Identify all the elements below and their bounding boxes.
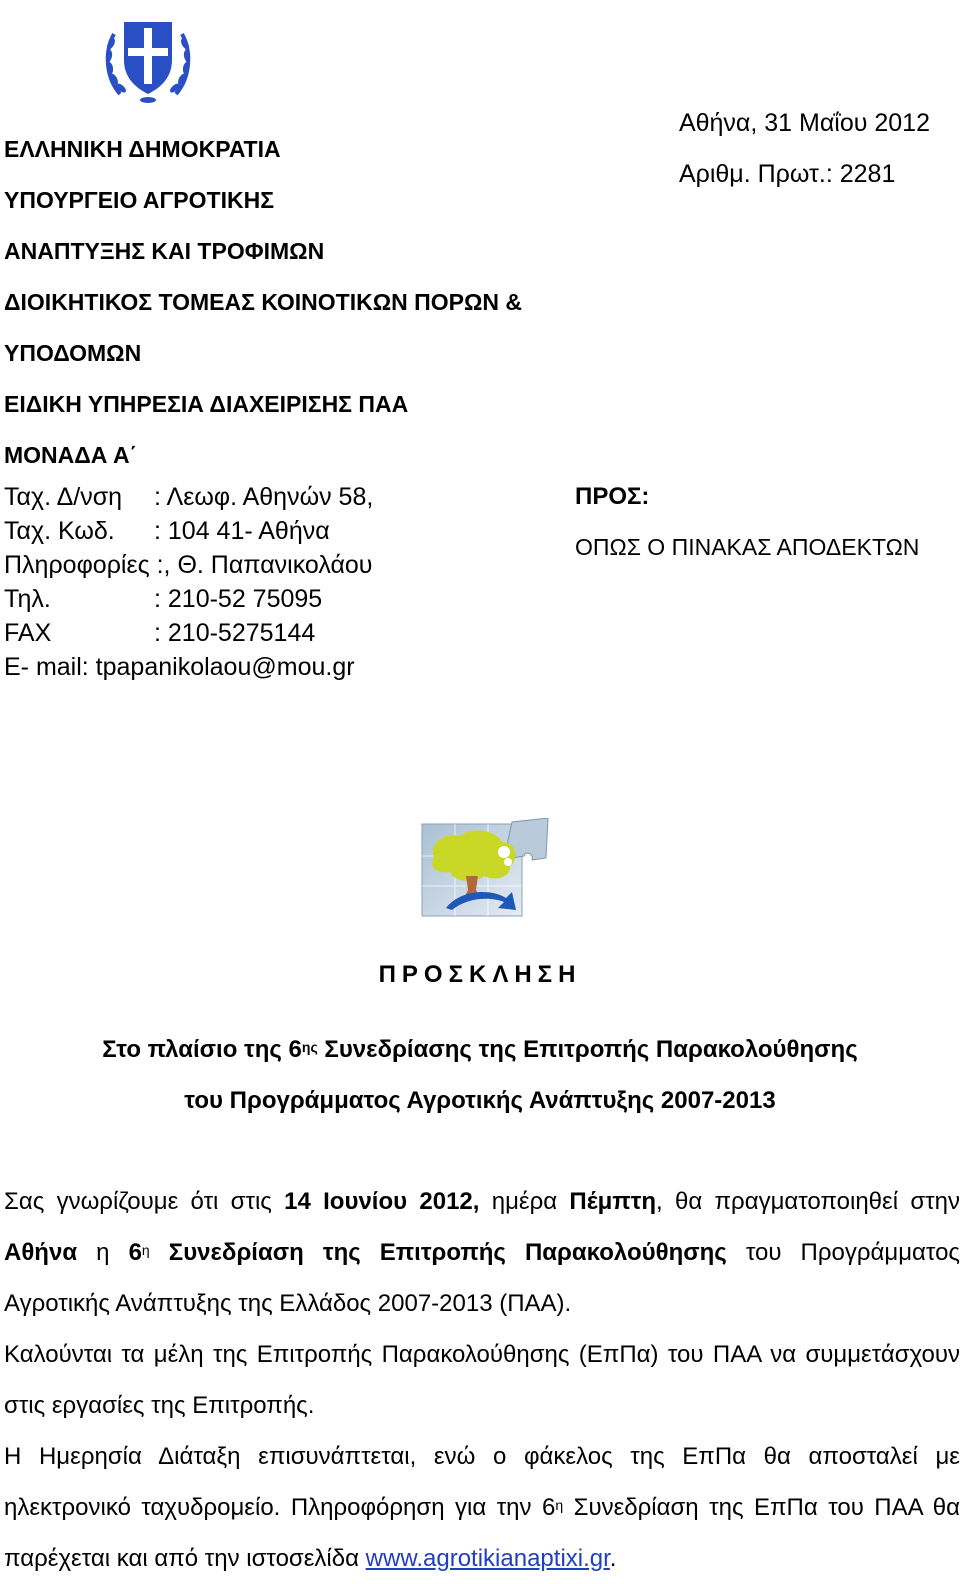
ministry-line: ΕΛΛΗΝΙΚΗ ΔΗΜΟΚΡΑΤΙΑ bbox=[4, 136, 281, 162]
tel-label: Τηλ. bbox=[4, 585, 51, 613]
meeting-date: 14 Ιουνίου 2012, bbox=[284, 1188, 480, 1215]
ministry-line: ΔΙΟΙΚΗΤΙΚΟΣ ΤΟΜΕΑΣ ΚΟΙΝΟΤΙΚΩΝ ΠΟΡΩΝ & bbox=[4, 289, 523, 315]
text-run: Η Ημερησία Διάταξη επισυνάπτεται, ενώ ο φάκελος της ΕπΠα θα αποσταλεί με ηλεκτρονικό ταχυδρομείο. Πληροφόρηση για την 6 bbox=[4, 1443, 960, 1521]
letter-body bbox=[4, 1176, 960, 1584]
fax-label: FAX bbox=[4, 619, 52, 647]
text-run: . bbox=[609, 1545, 617, 1572]
address-value: : Λεωφ. Αθηνών 58, bbox=[154, 483, 374, 511]
zip-value: : 104 41- Αθήνα bbox=[154, 517, 330, 545]
recipients-block bbox=[575, 480, 919, 564]
ministry-line: ΕΙΔΙΚΗ ΥΠΗΡΕΣΙΑ ΔΙΑΧΕΙΡΙΣΗΣ ΠΑΑ bbox=[4, 391, 409, 417]
ordinal-suffix: η bbox=[141, 1242, 150, 1258]
email-contact: E- mail: tpapanikolaou@mou.gr bbox=[4, 653, 355, 681]
text-run: του Προγράμματος Αγροτικής Ανάπτυξης της Ελλάδος 2007-2013 (ΠΑΑ). bbox=[4, 1239, 960, 1317]
subtitle-text: Συνεδρίασης της Επιτροπής Παρακολούθησης bbox=[317, 1036, 858, 1063]
text-run: Συνεδρίαση της ΕπΠα του ΠΑΑ θα παρέχεται και από την ιστοσελίδα bbox=[4, 1494, 960, 1572]
website-link[interactable]: www.agrotikianaptixi.gr bbox=[365, 1545, 610, 1572]
text-run: η bbox=[77, 1239, 129, 1266]
subtitle-text: Στο πλαίσιο της 6 bbox=[102, 1036, 302, 1063]
protocol-number: Αριθμ. Πρωτ.: 2281 bbox=[678, 160, 896, 188]
meeting-city: Αθήνα bbox=[4, 1239, 78, 1266]
ministry-line: ΥΠΟΔΟΜΩΝ bbox=[4, 340, 142, 366]
date-protocol-block bbox=[679, 98, 930, 200]
recipients-heading: ΠΡΟΣ: bbox=[575, 483, 650, 510]
place-date: Αθήνα, 31 Μαΐου 2012 bbox=[678, 109, 930, 137]
ministry-header bbox=[4, 124, 564, 481]
subtitle-line-1 bbox=[0, 1024, 960, 1075]
invitation-title: ΠΡΟΣΚΛΗΣΗ bbox=[378, 961, 582, 988]
ordinal-suffix: ης bbox=[301, 1039, 318, 1055]
ordinal-suffix: η bbox=[555, 1497, 564, 1513]
text-run: Σας γνωρίζουμε ότι στις bbox=[4, 1188, 285, 1215]
ministry-line: ΜΟΝΑΔΑ Α΄ bbox=[4, 442, 138, 468]
meeting-ordinal: 6 bbox=[128, 1239, 142, 1266]
tel-value: : 210-52 75095 bbox=[154, 585, 323, 613]
recipients-text: ΟΠΩΣ Ο ΠΙΝΑΚΑΣ ΑΠΟΔΕΚΤΩΝ bbox=[575, 534, 920, 560]
fax-row bbox=[4, 616, 444, 650]
zip-label: Ταχ. Κωδ. bbox=[4, 517, 115, 545]
contact-details bbox=[4, 480, 444, 684]
fax-value: : 210-5275144 bbox=[154, 619, 316, 647]
program-logo-icon bbox=[420, 818, 550, 918]
email-row bbox=[4, 650, 444, 684]
meeting-weekday: Πέμπτη bbox=[569, 1188, 657, 1215]
info-contact: Πληροφορίες :, Θ. Παπανικολάου bbox=[4, 551, 373, 579]
ministry-line: ΑΝΑΠΤΥΞΗΣ ΚΑΙ ΤΡΟΦΙΜΩΝ bbox=[4, 238, 325, 264]
ministry-line: ΥΠΟΥΡΓΕΙΟ ΑΓΡΟΤΙΚΗΣ bbox=[4, 187, 274, 213]
paragraph-members: Καλούνται τα μέλη της Επιτροπής Παρακολούθησης (ΕπΠα) του ΠΑΑ να συμμετάσχουν στις εργασίες της Επιτροπής. bbox=[4, 1341, 960, 1419]
meeting-name: Συνεδρίαση της Επιτροπής Παρακολούθησης bbox=[149, 1239, 727, 1266]
tel-row bbox=[4, 582, 444, 616]
subtitle-line-2: του Προγράμματος Αγροτικής Ανάπτυξης 2007-2013 bbox=[184, 1087, 776, 1114]
text-run: ημέρα bbox=[479, 1188, 570, 1215]
text-run: , θα πραγματοποιηθεί στην bbox=[656, 1188, 960, 1215]
paragraph-agenda bbox=[4, 1431, 960, 1584]
paragraph-meeting-date bbox=[4, 1176, 960, 1329]
zip-row bbox=[4, 514, 444, 548]
coat-of-arms-icon bbox=[100, 12, 196, 108]
info-row bbox=[4, 548, 444, 582]
address-row bbox=[4, 480, 444, 514]
address-label: Ταχ. Δ/νση bbox=[4, 483, 123, 511]
invitation-subtitle bbox=[0, 1024, 960, 1126]
